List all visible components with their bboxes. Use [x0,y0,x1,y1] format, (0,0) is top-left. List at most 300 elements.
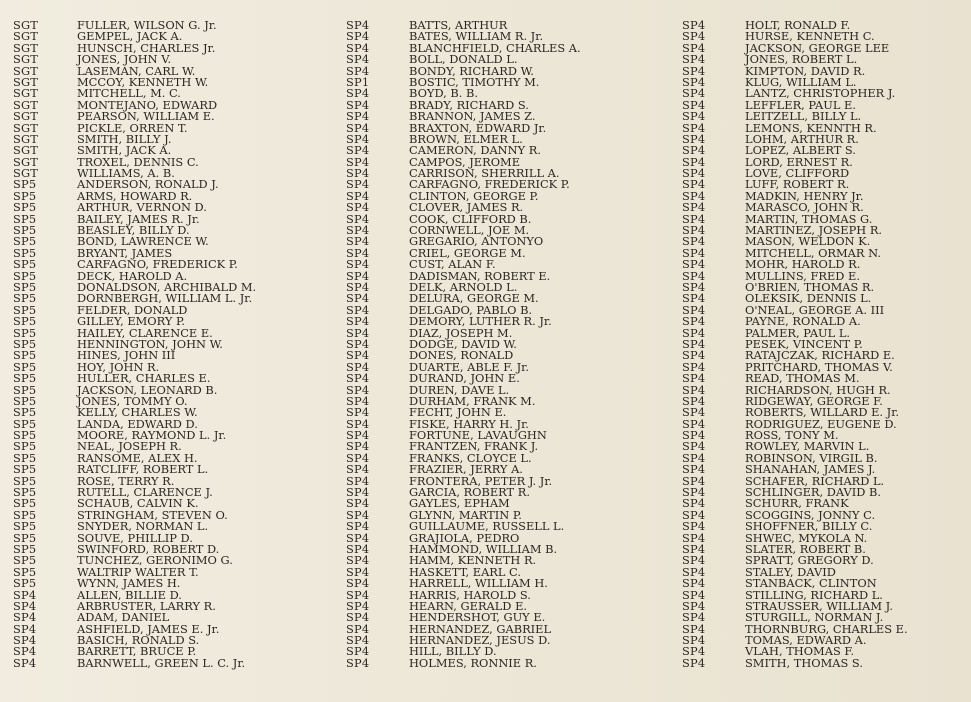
rank-label: SP5 [13,279,37,294]
rank-label: SP4 [346,359,370,374]
soldier-name: GLYNN, MARTIN P. [409,507,522,522]
soldier-name: SMITH, THOMAS S. [745,655,863,670]
rank-label: SP4 [346,40,370,55]
rank-label: SGT [13,120,39,135]
rank-label: SP4 [682,188,706,203]
soldier-name: CORNWELL, JOE M. [409,223,530,238]
rank-label: SP4 [346,519,370,534]
rank-label: SP4 [346,644,370,659]
soldier-name: PEARSON, WILLIAM E. [77,109,215,124]
soldier-name: RANSOME, ALEX H. [77,450,198,465]
soldier-name: DURHAM, FRANK M. [409,393,536,408]
rank-label: SP4 [346,621,370,636]
rank-label: SP5 [13,473,37,488]
rank-label: SP4 [682,633,706,648]
soldier-name: WYNN, JAMES H. [77,576,181,591]
rank-label: SP5 [13,393,37,408]
soldier-name: GILLEY, EMORY P. [77,314,185,329]
soldier-name: MULLINS, FRED E. [745,268,860,283]
soldier-name: LOPEZ, ALBERT S. [745,143,856,158]
soldier-name: LUFF, ROBERT R. [745,177,850,192]
soldier-name: RUTELL, CLARENCE J. [77,485,213,500]
rank-label: SP1 [346,74,370,89]
soldier-name: BOND, LAWRENCE W. [77,234,209,249]
soldier-name: JACKSON, LEONARD B. [77,382,218,397]
soldier-name: HULLER, CHARLES E. [77,371,211,386]
rank-label: SP4 [682,393,706,408]
rank-label: SP5 [13,382,37,397]
soldier-name: ADAM, DANIEL [77,610,170,625]
rank-label: SP4 [682,359,706,374]
soldier-name: CLINTON, GEORGE P. [409,188,539,203]
soldier-name: DUREN, DAVE L. [409,382,510,397]
soldier-name: BARRETT, BRUCE P. [77,644,197,659]
rank-label: SP5 [13,359,37,374]
rank-label: SP4 [346,63,370,78]
rank-label: SP4 [682,507,706,522]
soldier-name: BOLL, DONALD L. [409,52,518,67]
soldier-name: SHANAHAN, JAMES J. [745,462,876,477]
rank-label: SGT [13,154,39,169]
soldier-name: ALLEN, BILLIE D. [77,587,182,602]
soldier-name: ARBRUSTER, LARRY R. [77,598,216,613]
rank-label: SP4 [346,496,370,511]
rank-label: SP4 [682,245,706,260]
rank-label: SP4 [346,279,370,294]
rank-label: SP4 [346,553,370,568]
soldier-name: SHOFFNER, BILLY C. [745,519,873,534]
soldier-name: MITCHELL, M. C. [77,86,181,101]
rank-label: SP4 [346,576,370,591]
soldier-name: HAMMOND, WILLIAM B. [409,541,558,556]
soldier-name: CUST, ALAN F. [409,257,496,272]
soldier-name: MARASCO, JOHN R. [745,200,864,215]
rank-label: SP4 [346,200,370,215]
rank-label: SP5 [13,564,37,579]
rank-label: SP4 [682,621,706,636]
soldier-name: DONES, RONALD [409,348,514,363]
soldier-name: RODRIGUEZ, EUGENE D. [745,416,897,431]
soldier-name: RATAJCZAK, RICHARD E. [745,348,895,363]
soldier-name: LASEMAN, CARL W. [77,63,196,78]
soldier-name: MOHR, HAROLD R. [745,257,861,272]
soldier-name: BAILEY, JAMES R. Jr. [77,211,200,226]
rank-label: SP4 [346,655,370,670]
soldier-name: GARCIA, ROBERT R. [409,485,530,500]
rank-label: SP4 [682,371,706,386]
soldier-name: FRANTZEN, FRANK J. [409,439,539,454]
rank-label: SP4 [682,200,706,215]
soldier-name: SCHAUB, CALVIN K. [77,496,199,511]
soldier-name: OLEKSIK, DENNIS L. [745,291,872,306]
rank-label: SP4 [682,325,706,340]
soldier-name: HOY, JOHN R. [77,359,160,374]
soldier-name: ANDERSON, RONALD J. [77,177,219,192]
soldier-name: MITCHELL, ORMAR N. [745,245,881,260]
rank-label: SP5 [13,530,37,545]
soldier-name: ROSE, TERRY R. [77,473,175,488]
rank-label: SP5 [13,234,37,249]
soldier-name: BONDY, RICHARD W. [409,63,534,78]
rank-label: SP5 [13,314,37,329]
soldier-name: KLUG, WILLIAM L. [745,74,857,89]
soldier-name: DUARTE, ABLE F. Jr. [409,359,529,374]
rank-label: SP5 [13,200,37,215]
rank-label: SP4 [346,268,370,283]
soldier-name: MARTIN, THOMAS G. [745,211,873,226]
soldier-name: CAMERON, DANNY R. [409,143,541,158]
rank-label: SGT [13,29,39,44]
rank-label: SP4 [682,610,706,625]
soldier-name: TROXEL, DENNIS C. [77,154,199,169]
rank-label: SP4 [682,314,706,329]
soldier-name: SCHURR, FRANK [745,496,849,511]
rank-label: SGT [13,97,39,112]
soldier-name: STILLING, RICHARD L. [745,587,883,602]
soldier-name: DORNBERGH, WILLIAM L. Jr. [77,291,253,306]
soldier-name: LOVE, CLIFFORD [745,166,850,181]
rank-label: SP5 [13,325,37,340]
rank-label: SP4 [346,188,370,203]
rank-label: SP4 [346,348,370,363]
rank-label: SP4 [682,428,706,443]
soldier-name: RATCLIFF, ROBERT L. [77,462,209,477]
rank-label: SP4 [13,621,37,636]
rank-label: SP4 [682,52,706,67]
rank-label: SP4 [682,598,706,613]
rank-label: SGT [13,40,39,55]
rank-label: SP5 [13,302,37,317]
rank-label: SP4 [682,18,706,32]
soldier-name: BASICH, RONALD S. [77,633,200,648]
rank-label: SP5 [13,485,37,500]
soldier-name: SPRATT, GREGORY D. [745,553,874,568]
rank-label: SP4 [346,428,370,443]
soldier-name: MADKIN, HENRY Jr. [745,188,864,203]
rank-label: SP5 [13,223,37,238]
soldier-name: DELK, ARNOLD L. [409,279,518,294]
rank-label: SP4 [682,120,706,135]
soldier-name: LOHM, ARTHUR R. [745,131,859,146]
rank-label: SP5 [13,245,37,260]
soldier-name: FRANKS, CLOYCE L. [409,450,532,465]
rank-label: SP4 [13,644,37,659]
rank-label: SP5 [13,576,37,591]
rank-label: SP4 [346,18,370,32]
soldier-name: ROWLEY, MARVIN L. [745,439,870,454]
soldier-name: GEMPEL, JACK A. [77,29,183,44]
soldier-name: FRONTERA, PETER J. Jr. [409,473,553,488]
soldier-name: CRIEL, GEORGE M. [409,245,526,260]
soldier-name: JONES, ROBERT L. [745,52,858,67]
rank-label: SP5 [13,450,37,465]
rank-label: SP4 [682,257,706,272]
soldier-name: SMITH, JACK A. [77,143,172,158]
rank-label: SP4 [682,234,706,249]
rank-label: SP4 [682,587,706,602]
soldier-name: ARTHUR, VERNON D. [77,200,207,215]
soldier-name: VLAH, THOMAS F. [745,644,855,659]
rank-label: SP4 [682,541,706,556]
rank-label: SP4 [346,154,370,169]
rank-label: SP5 [13,541,37,556]
rank-label: SP4 [346,291,370,306]
soldier-name: DELGADO, PABLO B. [409,302,533,317]
rank-label: SP4 [13,655,37,670]
soldier-name: DECK, HAROLD A. [77,268,188,283]
soldier-name: JONES, TOMMY O. [77,393,188,408]
rank-label: SP4 [346,29,370,44]
soldier-name: HARRELL, WILLIAM H. [409,576,548,591]
rank-label: SP4 [346,541,370,556]
soldier-name: SCHLINGER, DAVID B. [745,485,881,500]
soldier-name: HOLMES, RONNIE R. [409,655,537,670]
rank-label: SGT [13,166,39,181]
rank-label: SP4 [346,439,370,454]
rank-label: SP4 [346,393,370,408]
soldier-name: BATES, WILLIAM R. Jr. [409,29,544,44]
rank-label: SP4 [682,439,706,454]
rank-label: SP4 [682,655,706,670]
rank-label: SGT [13,52,39,67]
rank-label: SGT [13,109,39,124]
soldier-name: HERNANDEZ, JESUS D. [409,633,551,648]
soldier-name: DADISMAN, ROBERT E. [409,268,551,283]
soldier-name: PESEK, VINCENT P. [745,336,863,351]
soldier-name: TOMAS, EDWARD A. [745,633,867,648]
rank-label: SP5 [13,507,37,522]
soldier-name: BATTS, ARTHUR [409,18,508,32]
rank-label: SP4 [682,63,706,78]
rank-label: SP5 [13,371,37,386]
rank-label: SP4 [346,257,370,272]
rank-label: SP4 [682,530,706,545]
soldier-name: CAMPOS, JEROME [409,154,521,169]
soldier-name: SHWEC, MYKOLA N. [745,530,868,545]
rank-label: SP4 [13,633,37,648]
soldier-name: O'BRIEN, THOMAS R. [745,279,875,294]
rank-label: SP4 [682,29,706,44]
rank-label: SP4 [346,109,370,124]
soldier-name: BRADY, RICHARD S. [409,97,529,112]
soldier-name: STRAUSSER, WILLIAM J. [745,598,893,613]
soldier-name: HARRIS, HAROLD S. [409,587,531,602]
rank-label: SGT [13,74,39,89]
soldier-name: SCOGGINS, JONNY C. [745,507,876,522]
soldier-name: SWINFORD, ROBERT D. [77,541,220,556]
soldier-name: BRYANT, JAMES [77,245,173,260]
rank-label: SP4 [682,40,706,55]
soldier-name: MOORE, RAYMOND L. Jr. [77,428,227,443]
rank-label: SP5 [13,439,37,454]
soldier-name: READ, THOMAS M. [745,371,860,386]
rank-label: SP4 [346,405,370,420]
rank-label: SP4 [346,302,370,317]
soldier-name: CARFAGNO, FREDERICK P. [409,177,570,192]
rank-label: SP4 [682,279,706,294]
soldier-name: KELLY, CHARLES W. [77,405,198,420]
rank-label: SGT [13,86,39,101]
soldier-name: HAILEY, CLARENCE E. [77,325,213,340]
rank-label: SP4 [682,644,706,659]
rank-label: SP4 [682,268,706,283]
rank-label: SP4 [346,633,370,648]
soldier-name: FISKE, HARRY H. Jr. [409,416,529,431]
soldier-name: LORD, ERNEST R. [745,154,853,169]
rank-label: SP4 [346,211,370,226]
rank-label: SP4 [346,166,370,181]
rank-label: SP4 [346,314,370,329]
rank-label: SP4 [346,416,370,431]
soldier-name: COOK, CLIFFORD B. [409,211,532,226]
rank-label: SP5 [13,416,37,431]
soldier-name: JACKSON, GEORGE LEE [745,40,890,55]
soldier-name: ROBERTS, WILLARD E. Jr. [745,405,900,420]
rank-label: SP4 [682,131,706,146]
soldier-name: SOUVE, PHILLIP D. [77,530,193,545]
soldier-name: NEAL, JOSEPH R. [77,439,182,454]
rank-label: SP5 [13,496,37,511]
soldier-name: MASON, WELDON K. [745,234,871,249]
soldier-name: CARRISON, SHERRILL A. [409,166,560,181]
soldier-name: HUNSCH, CHARLES Jr. [77,40,216,55]
soldier-name: GRAJIOLA, PEDRO [409,530,520,545]
soldier-name: ASHFIELD, JAMES E. Jr. [77,621,220,636]
rank-label: SP4 [13,610,37,625]
rank-label: SP4 [346,97,370,112]
rank-label: SP5 [13,257,37,272]
soldier-name: FORTUNE, LAVAUGHN [409,428,547,443]
soldier-name: THORNBURG, CHARLES E. [745,621,908,636]
rank-label: SP5 [13,519,37,534]
soldier-name: LANDA, EDWARD D. [77,416,198,431]
rank-label: SP5 [13,188,37,203]
soldier-name: PRITCHARD, THOMAS V. [745,359,893,374]
rank-label: SP5 [13,553,37,568]
soldier-name: RICHARDSON, HUGH R. [745,382,891,397]
soldier-name: SLATER, ROBERT B. [745,541,866,556]
rank-label: SP4 [682,177,706,192]
soldier-name: BOYD, B. B. [409,86,479,101]
rank-label: SP4 [346,336,370,351]
soldier-name: STURGILL, NORMAN J. [745,610,884,625]
rank-label: SP5 [13,348,37,363]
soldier-name: HAMM, KENNETH R. [409,553,537,568]
soldier-name: HENNINGTON, JOHN W. [77,336,223,351]
rank-label: SP4 [682,405,706,420]
rank-label: SP5 [13,462,37,477]
rank-label: SGT [13,63,39,78]
rank-label: SP4 [346,564,370,579]
rank-label: SP4 [346,52,370,67]
rank-label: SP5 [13,291,37,306]
rank-label: SP4 [346,462,370,477]
soldier-name: GREGARIO, ANTONYO [409,234,544,249]
rank-label: SP4 [682,154,706,169]
soldier-name: WALTRIP WALTER T. [77,564,199,579]
soldier-name: RIDGEWAY, GEORGE F. [745,393,883,408]
soldier-name: DELURA, GEORGE M. [409,291,539,306]
rank-label: SP4 [346,382,370,397]
soldier-name: PALMER, PAUL L. [745,325,851,340]
soldier-name: FRAZIER, JERRY A. [409,462,523,477]
rank-label: SP4 [346,610,370,625]
soldier-name: LEITZELL, BILLY L. [745,109,862,124]
soldier-name: DODGE, DAVID W. [409,336,517,351]
soldier-name: BRAXTON, EDWARD Jr. [409,120,547,135]
rank-label: SP4 [682,450,706,465]
rank-label: SP4 [346,473,370,488]
rank-label: SP4 [682,223,706,238]
rank-label: SP4 [346,530,370,545]
soldier-name: FULLER, WILSON G. Jr. [77,18,217,32]
soldier-name: LEFFLER, PAUL E. [745,97,856,112]
rank-label: SP4 [682,416,706,431]
soldier-name: SNYDER, NORMAN L. [77,519,209,534]
rank-label: SP4 [682,485,706,500]
soldier-name: FECHT, JOHN E. [409,405,507,420]
soldier-name: BRANNON, JAMES Z. [409,109,536,124]
rank-label: SP4 [682,291,706,306]
soldier-name: PICKLE, ORREN T. [77,120,188,135]
soldier-name: MCCOY, KENNETH W. [77,74,209,89]
rank-label: SP4 [346,245,370,260]
soldier-name: TUNCHEZ, GERONIMO G. [77,553,233,568]
rank-label: SP4 [682,553,706,568]
soldier-name: BOSTIC, TIMOTHY M. [409,74,540,89]
soldier-name: WILLIAMS, A. B. [77,166,175,181]
rank-label: SP4 [346,371,370,386]
rank-label: SP4 [346,143,370,158]
soldier-name: ROSS, TONY M. [745,428,839,443]
rank-label: SP4 [682,519,706,534]
rank-label: SP4 [682,86,706,101]
soldier-name: HASKETT, EARL C. [409,564,521,579]
rank-label: SP4 [346,587,370,602]
rank-label: SGT [13,131,39,146]
rank-label: SP5 [13,405,37,420]
soldier-name: STALEY, DAVID [745,564,836,579]
rank-label: SP4 [346,598,370,613]
rank-label: SP5 [13,428,37,443]
soldier-name: MONTEJANO, EDWARD [77,97,218,112]
rank-label: SP4 [682,564,706,579]
rank-label: SP4 [346,450,370,465]
rank-label: SP4 [682,496,706,511]
soldier-name: SCHAFER, RICHARD L. [745,473,885,488]
rank-label: SGT [13,143,39,158]
soldier-name: CLOVER, JAMES R. [409,200,524,215]
rank-label: SP4 [682,382,706,397]
soldier-name: DIAZ, JOSEPH M. [409,325,513,340]
rank-label: SP4 [682,473,706,488]
soldier-name: STANBACK, CLINTON [745,576,877,591]
rank-label: SP4 [682,576,706,591]
soldier-name: BLANCHFIELD, CHARLES A. [409,40,581,55]
soldier-name: DURAND, JOHN E. [409,371,520,386]
soldier-name: CARFAGNO, FREDERICK P. [77,257,238,272]
soldier-name: HINES, JOHN III [77,348,176,363]
rank-label: SP4 [682,302,706,317]
soldier-name: ARMS, HOWARD R. [77,188,193,203]
soldier-name: FELDER, DONALD [77,302,188,317]
soldier-name: BARNWELL, GREEN L. C. Jr. [77,655,246,670]
rank-label: SP4 [346,177,370,192]
rank-label: SP4 [13,598,37,613]
rank-label: SP4 [346,507,370,522]
rank-label: SP4 [682,143,706,158]
rank-label: SP5 [13,211,37,226]
